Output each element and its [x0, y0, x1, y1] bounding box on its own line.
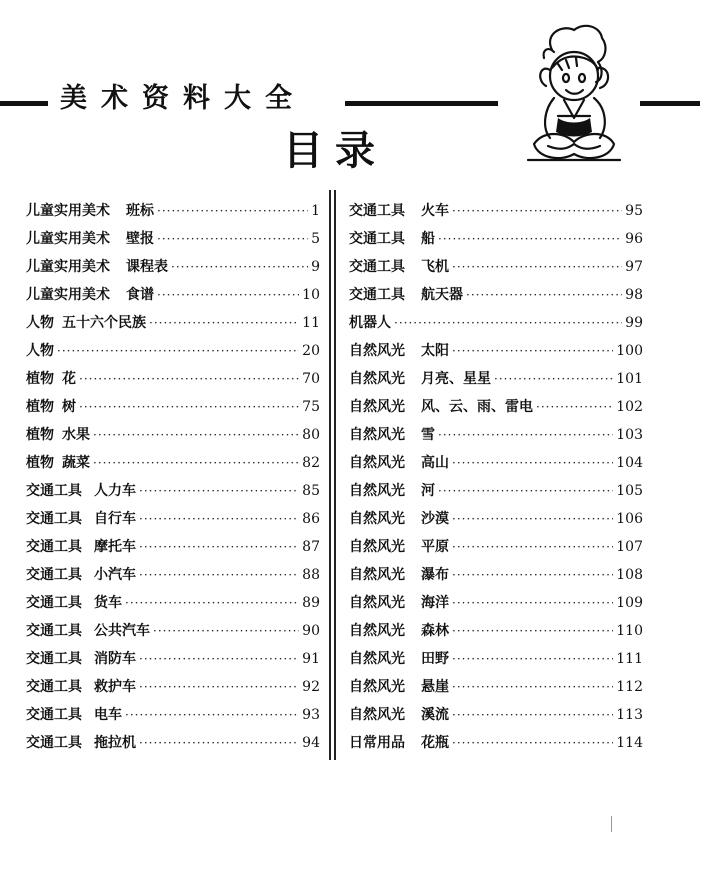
- toc-item: 小汽车: [94, 567, 136, 583]
- toc-item: 货车: [94, 595, 122, 611]
- dot-leader: [438, 421, 613, 449]
- toc-category: 自然风光: [349, 623, 405, 639]
- toc-category: 自然风光: [349, 399, 405, 415]
- toc-item: 田野: [421, 651, 449, 667]
- toc-item: 风、云、雨、雷电: [421, 399, 533, 415]
- dot-leader: [139, 477, 299, 505]
- toc-category: 自然风光: [349, 427, 405, 443]
- toc-item: 森林: [421, 623, 449, 639]
- toc-category: 交通工具: [26, 483, 82, 499]
- toc-item: 课程表: [126, 259, 168, 275]
- dot-leader: [139, 505, 299, 533]
- toc-entry[interactable]: [26, 673, 320, 701]
- toc-page-number: 94: [302, 735, 320, 751]
- toc-entry[interactable]: [349, 197, 643, 225]
- toc-category: 交通工具: [349, 287, 405, 303]
- toc-category: 自然风光: [349, 707, 405, 723]
- dot-leader: [157, 197, 308, 225]
- toc-category: 自然风光: [349, 567, 405, 583]
- dot-leader: [153, 617, 299, 645]
- toc-entry[interactable]: [26, 197, 320, 225]
- dot-leader: [79, 393, 299, 421]
- toc-item: 拖拉机: [94, 735, 136, 751]
- toc-item: 消防车: [94, 651, 136, 667]
- toc-page-number: 95: [625, 203, 643, 219]
- toc-category: 植物: [26, 371, 54, 387]
- toc-category: 自然风光: [349, 539, 405, 555]
- dot-leader: [57, 337, 299, 365]
- toc-page-number: 5: [311, 231, 320, 247]
- toc-entry[interactable]: [26, 281, 320, 309]
- toc-page-number: 96: [625, 231, 643, 247]
- toc-page-number: 113: [616, 707, 643, 723]
- banner-title: 美术资料大全: [60, 83, 306, 114]
- dot-leader: [452, 337, 613, 365]
- toc-category: 植物: [26, 455, 54, 471]
- toc-category: 交通工具: [26, 623, 82, 639]
- toc-page-number: 99: [625, 315, 643, 331]
- toc-entry[interactable]: [26, 309, 320, 337]
- toc-page-number: 98: [625, 287, 643, 303]
- toc-entry[interactable]: [349, 505, 643, 533]
- toc-item: 火车: [421, 203, 449, 219]
- scan-artifact: [611, 816, 612, 832]
- dot-leader: [452, 589, 613, 617]
- toc-item: 公共汽车: [94, 623, 150, 639]
- toc-item: 壁报: [126, 231, 154, 247]
- dot-leader: [452, 645, 613, 673]
- banner-rule-left: [0, 101, 48, 106]
- toc-category: 机器人: [349, 315, 391, 331]
- toc-category: 儿童实用美术: [26, 287, 110, 303]
- toc-page-number: 20: [302, 343, 320, 359]
- toc-item: 水果: [62, 427, 90, 443]
- dot-leader: [157, 225, 308, 253]
- toc-page-number: 89: [302, 595, 320, 611]
- toc-page-number: 92: [302, 679, 320, 695]
- toc-item: 河: [421, 483, 435, 499]
- toc-page-number: 105: [616, 483, 643, 499]
- dot-leader: [125, 589, 299, 617]
- toc-category: 自然风光: [349, 651, 405, 667]
- dot-leader: [452, 673, 613, 701]
- toc-item: 救护车: [94, 679, 136, 695]
- dot-leader: [452, 253, 622, 281]
- toc-item: 太阳: [421, 343, 449, 359]
- toc-item: 人力车: [94, 483, 136, 499]
- toc-item: 悬崖: [421, 679, 449, 695]
- toc-entry[interactable]: [26, 645, 320, 673]
- dot-leader: [93, 421, 299, 449]
- toc-entry[interactable]: [349, 617, 643, 645]
- toc-entry[interactable]: [349, 309, 643, 337]
- toc-entry[interactable]: [26, 337, 320, 365]
- dot-leader: [452, 701, 613, 729]
- toc-entry[interactable]: [349, 701, 643, 729]
- toc-entry[interactable]: [349, 337, 643, 365]
- toc-page-number: 1: [311, 203, 320, 219]
- dot-leader: [394, 309, 622, 337]
- toc-page-number: 109: [616, 595, 643, 611]
- toc-entry[interactable]: [26, 617, 320, 645]
- toc-page-number: 101: [616, 371, 643, 387]
- toc-entry[interactable]: [349, 729, 643, 757]
- toc-category: 人物: [26, 343, 54, 359]
- toc-page-number: 111: [616, 651, 643, 667]
- toc-entry[interactable]: [26, 505, 320, 533]
- toc-page-number: 90: [302, 623, 320, 639]
- toc-category: 交通工具: [349, 231, 405, 247]
- toc-page-number: 93: [302, 707, 320, 723]
- toc-category: 交通工具: [26, 735, 82, 751]
- toc-item: 树: [62, 399, 76, 415]
- toc-entry[interactable]: [26, 253, 320, 281]
- toc-category: 自然风光: [349, 483, 405, 499]
- column-divider: [329, 190, 331, 760]
- dot-leader: [452, 505, 613, 533]
- toc-entry[interactable]: [26, 561, 320, 589]
- toc-category: 交通工具: [26, 511, 82, 527]
- dot-leader: [139, 533, 299, 561]
- toc-page-number: 87: [302, 539, 320, 555]
- toc-item: 电车: [94, 707, 122, 723]
- dot-leader: [157, 281, 299, 309]
- toc-category: 交通工具: [26, 539, 82, 555]
- toc-item: 班标: [126, 203, 154, 219]
- toc-page-number: 70: [302, 371, 320, 387]
- toc-page-number: 85: [302, 483, 320, 499]
- toc-page-number: 86: [302, 511, 320, 527]
- toc-item: 海洋: [421, 595, 449, 611]
- toc-entry[interactable]: [26, 449, 320, 477]
- toc-item: 平原: [421, 539, 449, 555]
- dot-leader: [79, 365, 299, 393]
- toc-category: 自然风光: [349, 679, 405, 695]
- toc-entry[interactable]: [26, 589, 320, 617]
- toc-category: 自然风光: [349, 595, 405, 611]
- toc-category: 儿童实用美术: [26, 231, 110, 247]
- banner-rule-middle: [345, 101, 498, 106]
- toc-page-number: 11: [302, 315, 320, 331]
- toc-left-column: [26, 197, 320, 757]
- toc-entry[interactable]: [349, 561, 643, 589]
- toc-category: 交通工具: [26, 651, 82, 667]
- toc-page-number: 110: [616, 623, 643, 639]
- toc-page-number: 114: [616, 735, 643, 751]
- toc-entry[interactable]: [349, 421, 643, 449]
- toc-category: 自然风光: [349, 371, 405, 387]
- dot-leader: [452, 561, 613, 589]
- toc-category: 植物: [26, 427, 54, 443]
- toc-category: 交通工具: [349, 259, 405, 275]
- toc-item: 花瓶: [421, 735, 449, 751]
- dot-leader: [139, 673, 299, 701]
- toc-entry[interactable]: [26, 393, 320, 421]
- toc-item: 船: [421, 231, 435, 247]
- dot-leader: [149, 309, 299, 337]
- dot-leader: [452, 617, 613, 645]
- toc-page-number: 107: [616, 539, 643, 555]
- toc-right-column: [349, 197, 643, 757]
- toc-entry[interactable]: [349, 281, 643, 309]
- toc-page-number: 91: [302, 651, 320, 667]
- toc-page-number: 103: [616, 427, 643, 443]
- toc-entry[interactable]: [26, 421, 320, 449]
- toc-entry[interactable]: [26, 729, 320, 757]
- toc-item: 瀑布: [421, 567, 449, 583]
- toc-entry[interactable]: [349, 589, 643, 617]
- dot-leader: [452, 729, 613, 757]
- toc-item: 航天器: [421, 287, 463, 303]
- toc-category: 自然风光: [349, 343, 405, 359]
- toc-page-number: 80: [302, 427, 320, 443]
- dot-leader: [139, 645, 299, 673]
- toc-category: 自然风光: [349, 455, 405, 471]
- toc-entry[interactable]: [349, 477, 643, 505]
- toc-entry[interactable]: [26, 477, 320, 505]
- toc-page-number: 108: [616, 567, 643, 583]
- toc-entry[interactable]: [349, 673, 643, 701]
- toc-page-number: 104: [616, 455, 643, 471]
- toc-category: 植物: [26, 399, 54, 415]
- toc-entry[interactable]: [349, 533, 643, 561]
- toc-page-number: 9: [311, 259, 320, 275]
- toc-page-number: 106: [616, 511, 643, 527]
- toc-item: 月亮、星星: [421, 371, 491, 387]
- child-mascot-illustration: [514, 20, 628, 170]
- toc-category: 儿童实用美术: [26, 203, 110, 219]
- toc-item: 雪: [421, 427, 435, 443]
- toc-item: 沙漠: [421, 511, 449, 527]
- toc-category: 交通工具: [26, 679, 82, 695]
- dot-leader: [438, 225, 622, 253]
- toc-item: 蔬菜: [62, 455, 90, 471]
- column-divider: [334, 190, 336, 760]
- banner-rule-right: [640, 101, 700, 106]
- dot-leader: [494, 365, 613, 393]
- dot-leader: [536, 393, 613, 421]
- dot-leader: [139, 561, 299, 589]
- toc-category: 交通工具: [26, 595, 82, 611]
- toc-page-number: 75: [302, 399, 320, 415]
- dot-leader: [452, 197, 622, 225]
- toc-category: 自然风光: [349, 511, 405, 527]
- toc-page-number: 88: [302, 567, 320, 583]
- toc-category: 交通工具: [26, 707, 82, 723]
- dot-leader: [93, 449, 299, 477]
- toc-category: 交通工具: [349, 203, 405, 219]
- toc-item: 摩托车: [94, 539, 136, 555]
- toc-item: 自行车: [94, 511, 136, 527]
- page-title: 目录: [283, 128, 387, 174]
- toc-page-number: 97: [625, 259, 643, 275]
- toc-entry[interactable]: [26, 225, 320, 253]
- toc-item: 花: [62, 371, 76, 387]
- dot-leader: [452, 533, 613, 561]
- toc-category: 人物: [26, 315, 54, 331]
- toc-page-number: 102: [616, 399, 643, 415]
- toc-item: 高山: [421, 455, 449, 471]
- toc-entry[interactable]: [349, 393, 643, 421]
- toc-page-number: 112: [616, 679, 643, 695]
- dot-leader: [452, 449, 613, 477]
- toc-entry[interactable]: [349, 449, 643, 477]
- toc-entry[interactable]: [349, 645, 643, 673]
- dot-leader: [171, 253, 308, 281]
- toc-category: 儿童实用美术: [26, 259, 110, 275]
- toc-entry[interactable]: [26, 701, 320, 729]
- toc-entry[interactable]: [349, 225, 643, 253]
- dot-leader: [125, 701, 299, 729]
- toc-entry[interactable]: [26, 365, 320, 393]
- toc-entry[interactable]: [349, 365, 643, 393]
- toc-entry[interactable]: [26, 533, 320, 561]
- dot-leader: [139, 729, 299, 757]
- toc-page-number: 10: [302, 287, 320, 303]
- toc-item: 五十六个民族: [62, 315, 146, 331]
- toc-page-number: 82: [302, 455, 320, 471]
- toc-entry[interactable]: [349, 253, 643, 281]
- toc-category: 交通工具: [26, 567, 82, 583]
- toc-item: 飞机: [421, 259, 449, 275]
- toc-item: 溪流: [421, 707, 449, 723]
- toc-category: 日常用品: [349, 735, 405, 751]
- toc-page-number: 100: [616, 343, 643, 359]
- dot-leader: [466, 281, 622, 309]
- dot-leader: [438, 477, 613, 505]
- toc-item: 食谱: [126, 287, 154, 303]
